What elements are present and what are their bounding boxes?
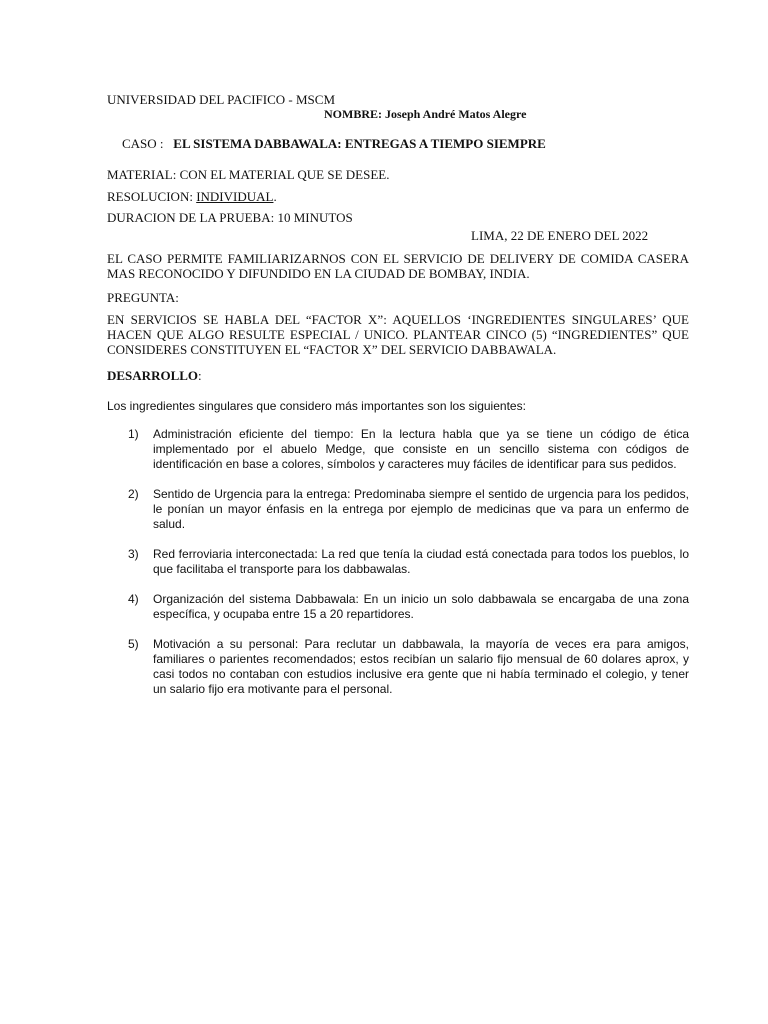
list-item bbox=[107, 487, 689, 532]
desarrollo-colon: : bbox=[198, 368, 202, 383]
desarrollo-heading bbox=[107, 368, 202, 384]
list-item-text: Administración eficiente del tiempo: En la lectura habla que ya se tiene un código de ética implementado por el abuelo Medge, que consiste en un sencillo sistema con códigos de identificación en base a colores, símbolos y caracteres muy fáciles de identificar para sus pedidos. bbox=[153, 427, 689, 471]
list-item-text: Sentido de Urgencia para la entrega: Predominaba siempre el sentido de urgencia para los pedidos, le ponían un mayor énfasis en la entrega por ejemplo de medicinas que va para un enfermo de salud. bbox=[153, 487, 689, 531]
case-line bbox=[122, 136, 546, 152]
list-item bbox=[107, 637, 689, 697]
intro-paragraph: EL CASO PERMITE FAMILIARIZARNOS CON EL SERVICIO DE DELIVERY DE COMIDA CASERA MAS RECONOCIDO Y DIFUNDIDO EN LA CIUDAD DE BOMBAY, INDIA. bbox=[107, 251, 689, 281]
resolucion-label: RESOLUCION: bbox=[107, 189, 197, 204]
case-title: EL SISTEMA DABBAWALA: ENTREGAS A TIEMPO SIEMPRE bbox=[173, 136, 546, 151]
fecha-line: LIMA, 22 DE ENERO DEL 2022 bbox=[471, 228, 649, 243]
list-item-number: 1) bbox=[128, 427, 139, 441]
resolucion-line bbox=[107, 189, 277, 205]
name-label: NOMBRE: bbox=[324, 107, 382, 121]
list-item-number: 4) bbox=[128, 592, 139, 606]
list-item-text: Motivación a su personal: Para reclutar un dabbawala, la mayoría de veces era para amigos, familiares o parientes recomendados; estos recibían un salario fijo mensual de 60 dolares aprox, y casi todos no contaban con estudios inclusive era gente que ni había terminado el colegio, y tener un salario fijo era motivante para el personal. bbox=[153, 637, 689, 696]
list-item bbox=[107, 592, 689, 622]
list-item-text: Red ferroviaria interconectada: La red que tenía la ciudad está conectada para todos los pueblos, lo que facilitaba el transporte para los dabbawalas. bbox=[153, 547, 689, 576]
student-name-line bbox=[324, 107, 526, 122]
list-item bbox=[107, 427, 689, 472]
pregunta-paragraph: EN SERVICIOS SE HABLA DEL “FACTOR X”: AQUELLOS ‘INGREDIENTES SINGULARES’ QUE HACEN QUE ALGO RESULTE ESPECIAL / UNICO. PLANTEAR CINCO (5) “INGREDIENTES” QUE CONSIDERES CONSTITUYEN EL “FACTOR X” DEL SERVICIO DABBAWALA. bbox=[107, 312, 689, 357]
ingredients-list bbox=[107, 427, 689, 712]
list-item-number: 3) bbox=[128, 547, 139, 561]
case-label: CASO : bbox=[122, 136, 164, 151]
name-value: Joseph André Matos Alegre bbox=[385, 107, 527, 121]
lead-sentence: Los ingredientes singulares que considero más importantes son los siguientes: bbox=[107, 399, 526, 413]
list-item-number: 2) bbox=[128, 487, 139, 501]
duracion-line: DURACION DE LA PRUEBA: 10 MINUTOS bbox=[107, 210, 353, 225]
list-item bbox=[107, 547, 689, 577]
resolucion-end: . bbox=[273, 189, 277, 204]
desarrollo-label: DESARROLLO bbox=[107, 368, 199, 383]
list-item-text: Organización del sistema Dabbawala: En un inicio un solo dabbawala se encargaba de una zona específica, y ocupaba entre 15 a 20 repartidores. bbox=[153, 592, 689, 621]
list-item-number: 5) bbox=[128, 637, 139, 651]
pregunta-label: PREGUNTA: bbox=[107, 290, 179, 305]
resolucion-value: INDIVIDUAL bbox=[196, 189, 274, 204]
material-line: MATERIAL: CON EL MATERIAL QUE SE DESEE. bbox=[107, 167, 390, 182]
university-line: UNIVERSIDAD DEL PACIFICO - MSCM bbox=[107, 92, 336, 107]
